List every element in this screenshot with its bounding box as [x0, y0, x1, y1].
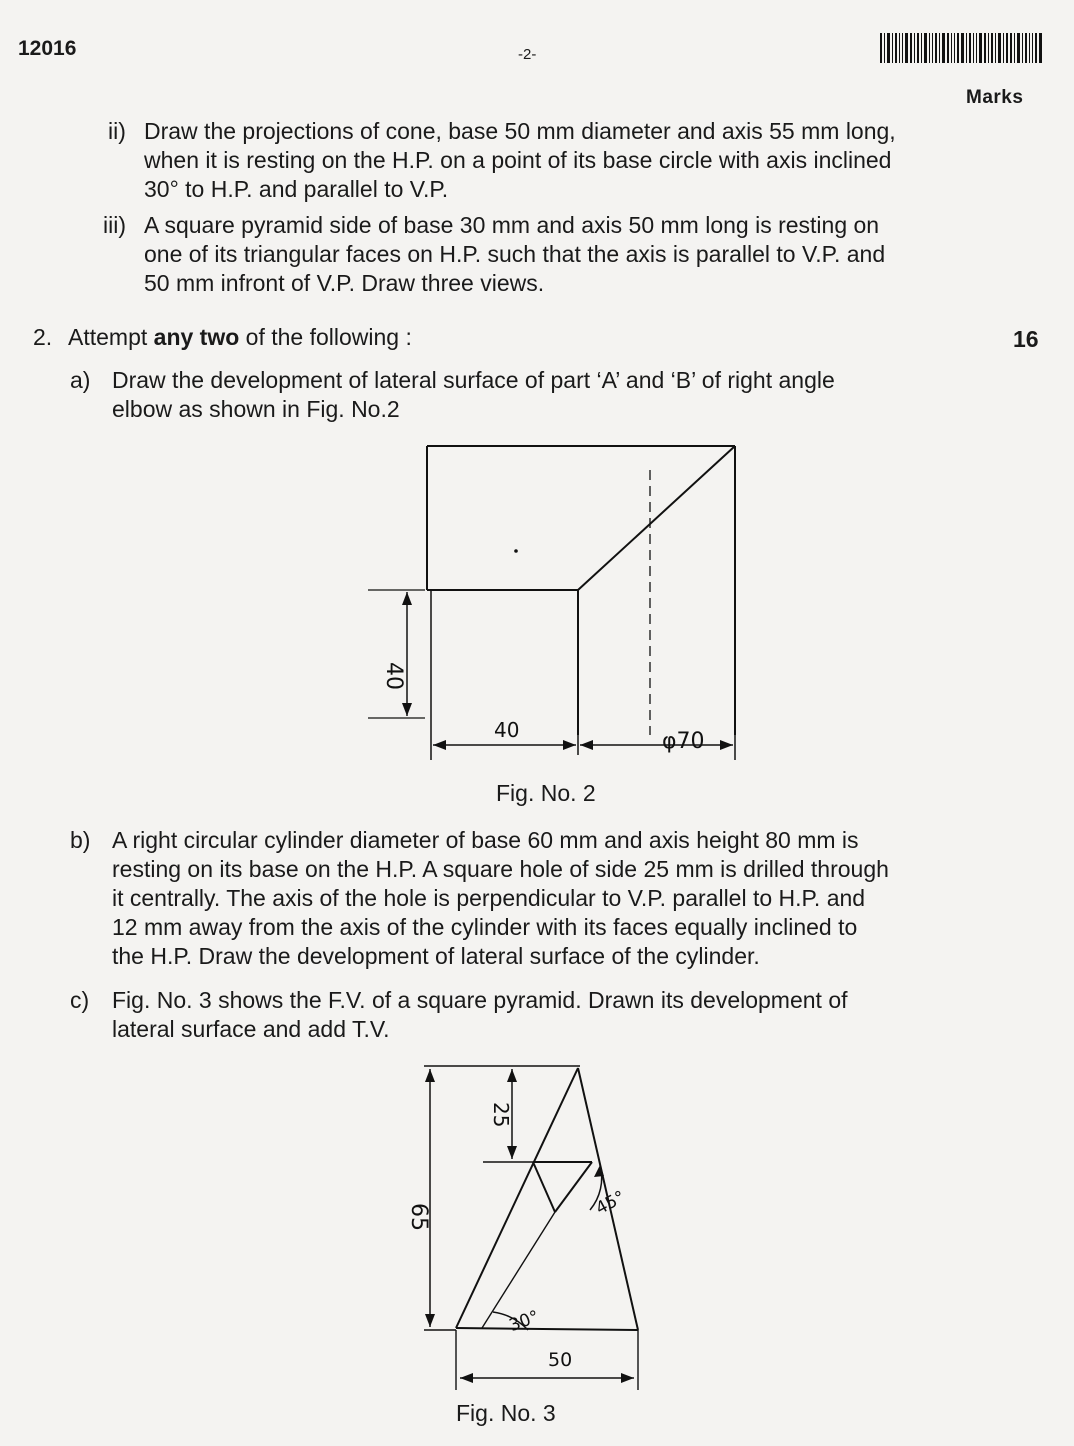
barcode: [880, 33, 1044, 63]
text-line: elbow as shown in Fig. No.2: [112, 396, 400, 422]
fig3-base-label: 50: [548, 1349, 573, 1371]
fig3-angle-30-label: 30°: [506, 1306, 542, 1337]
text-line: Draw the projections of cone, base 50 mm diameter and axis 55 mm long,: [144, 118, 896, 144]
q2b-text: [112, 826, 889, 971]
fig2-dia-label: φ70: [662, 729, 705, 754]
intro-emphasis: any two: [153, 324, 240, 350]
text-line: lateral surface and add T.V.: [112, 1016, 390, 1042]
q1-iii-text: [144, 211, 885, 298]
text-line: the H.P. Draw the development of lateral surface of the cylinder.: [112, 943, 760, 969]
q1-iii-number: iii): [103, 212, 126, 238]
fig3-slot-left: [533, 1162, 555, 1212]
fig2-caption: Fig. No. 2: [496, 780, 596, 806]
text-line: A right circular cylinder diameter of base 60 mm and axis height 80 mm is: [112, 827, 859, 853]
text-line: 30° to H.P. and parallel to V.P.: [144, 176, 449, 202]
intro-text: Attempt: [68, 324, 148, 350]
fig3-height-label: 65: [406, 1203, 431, 1231]
text-line: it centrally. The axis of the hole is perpendicular to V.P. parallel to H.P. and: [112, 885, 866, 911]
figure-2-elbow: [360, 438, 760, 768]
fig2-width-label: 40: [494, 718, 520, 742]
text-line: 50 mm infront of V.P. Draw three views.: [144, 270, 545, 296]
fig2-mitre-line: [578, 446, 735, 590]
text-line: resting on its base on the H.P. A square hole of side 25 mm is drilled through: [112, 856, 889, 882]
figure-3-pyramid: [390, 1055, 640, 1400]
text-line: one of its triangular faces on H.P. such that the axis is parallel to V.P. and: [144, 241, 886, 267]
fig3-top-label: 25: [489, 1102, 513, 1128]
fig3-caption: Fig. No. 3: [456, 1400, 556, 1426]
q2b-label: b): [70, 827, 91, 853]
page-number: -2-: [518, 46, 537, 63]
text-line: 12 mm away from the axis of the cylinder with its faces equally inclined to: [112, 914, 858, 940]
q2-intro: [68, 323, 412, 352]
q2c-text: [112, 986, 848, 1044]
intro-text: of the following :: [245, 324, 412, 350]
q1-ii-text: [144, 117, 896, 204]
q1-ii-number: ii): [108, 118, 126, 144]
text-line: Fig. No. 3 shows the F.V. of a square pyramid. Drawn its development of: [112, 987, 848, 1013]
q2a-text: [112, 366, 835, 424]
marks-header: Marks: [966, 87, 1024, 108]
text-line: Draw the development of lateral surface of part ‘A’ and ‘B’ of right angle: [112, 367, 835, 393]
fig3-left-slant-edge: [456, 1068, 578, 1328]
fig3-slot-right: [555, 1162, 592, 1212]
q2c-label: c): [70, 987, 90, 1013]
fig3-angle-45-label: 45°: [592, 1187, 629, 1219]
q2-number: 2.: [33, 324, 53, 350]
paper-code: 12016: [18, 37, 77, 60]
text-line: when it is resting on the H.P. on a point of its base circle with axis inclined: [144, 147, 892, 173]
fig2-height-label: 40: [381, 662, 406, 690]
q2-marks: 16: [1013, 326, 1039, 352]
text-line: A square pyramid side of base 30 mm and axis 50 mm long is resting on: [144, 212, 880, 238]
fig3-base-edge: [456, 1328, 638, 1330]
q2a-label: a): [70, 367, 91, 393]
